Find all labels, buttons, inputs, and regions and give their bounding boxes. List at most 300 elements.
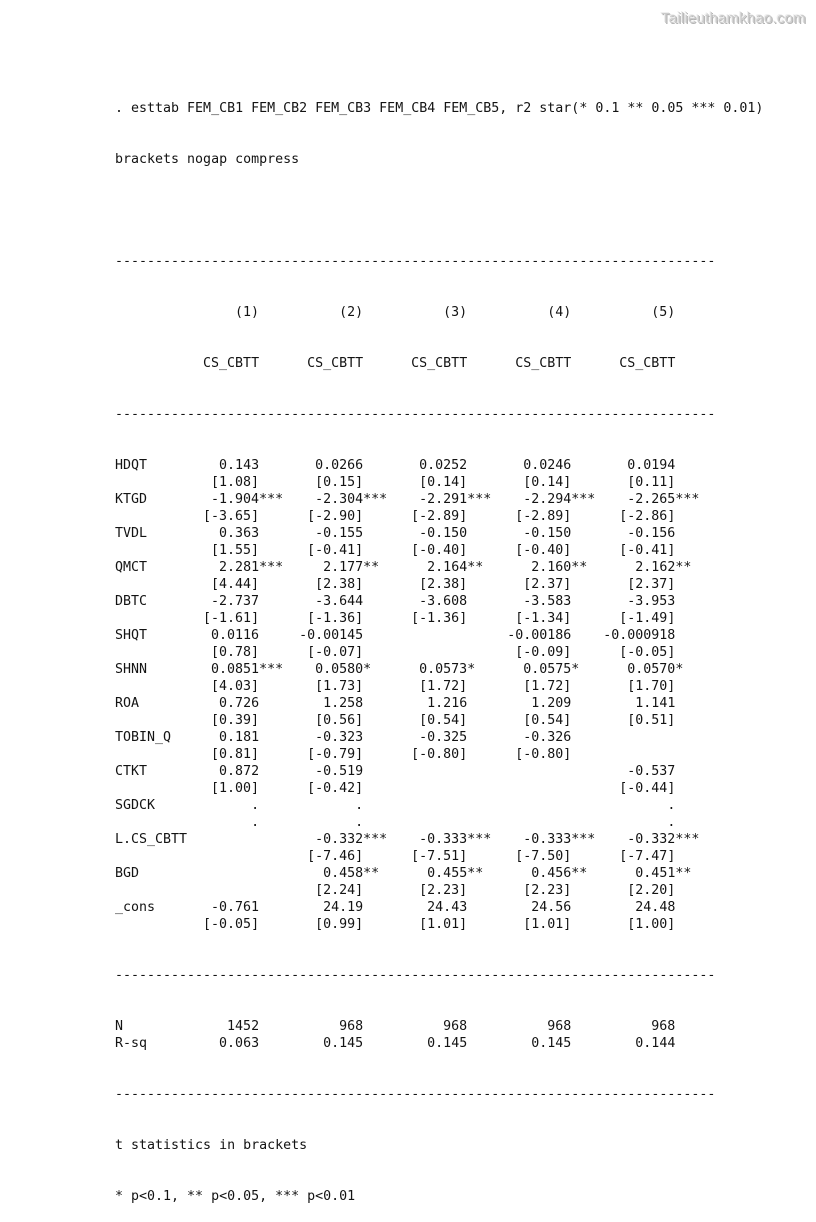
coef-cell xyxy=(491,763,595,780)
coef-cell xyxy=(387,763,491,780)
row-label: KTGD xyxy=(115,492,148,507)
dep-var-cell xyxy=(179,355,283,372)
tstat-cell xyxy=(283,746,387,763)
tstat-cell xyxy=(283,610,387,627)
tstat-cell xyxy=(387,644,491,661)
cell-value: 1452 xyxy=(227,1019,260,1034)
coef-cell xyxy=(387,525,491,542)
cell-value: 0.458 xyxy=(323,866,364,881)
blank-line xyxy=(115,202,763,219)
cell-value: [2.37] xyxy=(627,577,676,592)
row-label: CTKT xyxy=(115,764,148,779)
cell-value: (2) xyxy=(339,305,364,320)
cell-value: [-0.09] xyxy=(515,645,572,660)
cell-value: 2.164 xyxy=(427,560,468,575)
cell-value: (4) xyxy=(547,305,572,320)
coef-cell xyxy=(595,729,699,746)
cell-value: 968 xyxy=(339,1019,364,1034)
cell-value: 0.0246 xyxy=(523,458,572,473)
cell-value: [-3.65] xyxy=(203,509,260,524)
coef-cell xyxy=(595,831,699,848)
cell-value: 0.0573 xyxy=(419,662,468,677)
tstat-cell xyxy=(179,814,283,831)
cell-value: -0.332 xyxy=(627,832,676,847)
coef-cell xyxy=(283,559,387,576)
tstat-cell xyxy=(491,848,595,865)
tstat-cell xyxy=(595,780,699,797)
coefficient-rows xyxy=(115,457,763,933)
cell-value: 2.281 xyxy=(219,560,260,575)
tstat-cell xyxy=(387,780,491,797)
coef-cell xyxy=(283,661,387,678)
stat-cell xyxy=(595,1018,699,1035)
row-label: ROA xyxy=(115,696,140,711)
coef-cell xyxy=(491,457,595,474)
cell-value: 0.143 xyxy=(219,458,260,473)
cell-value: [1.08] xyxy=(211,475,260,490)
tstat-cell xyxy=(387,678,491,695)
cell-value: [2.23] xyxy=(523,883,572,898)
cell-value: [2.38] xyxy=(419,577,468,592)
tstat-cell xyxy=(179,882,283,899)
coef-cell xyxy=(595,763,699,780)
significance-stars: ** xyxy=(675,560,692,575)
command-line-1: . esttab FEM_CB1 FEM_CB2 FEM_CB3 FEM_CB4 FEM_CB5, r2 star(* 0.1 ** 0.05 *** 0.01) xyxy=(115,101,764,116)
coef-cell xyxy=(491,797,595,814)
coef-cell xyxy=(491,729,595,746)
tstat-row xyxy=(115,848,763,865)
cell-value: 0.0580 xyxy=(315,662,364,677)
note-significance: * p<0.1, ** p<0.05, *** p<0.01 xyxy=(115,1189,356,1204)
tstat-cell xyxy=(387,542,491,559)
cell-value: CS_CBTT xyxy=(203,356,260,371)
tstat-cell xyxy=(283,508,387,525)
tstat-cell xyxy=(387,746,491,763)
coef-cell xyxy=(283,457,387,474)
coef-cell xyxy=(595,593,699,610)
cell-value: 0.144 xyxy=(635,1036,676,1051)
cell-value: [4.44] xyxy=(211,577,260,592)
coef-cell xyxy=(179,695,283,712)
cell-value: -3.953 xyxy=(627,594,676,609)
coef-cell xyxy=(491,695,595,712)
coef-cell xyxy=(387,729,491,746)
cell-value: [4.03] xyxy=(211,679,260,694)
coef-row xyxy=(115,627,763,644)
cell-value: [-1.36] xyxy=(411,611,468,626)
coef-row xyxy=(115,729,763,746)
coef-cell xyxy=(179,627,283,644)
cell-value: [-7.47] xyxy=(619,849,676,864)
tstat-row xyxy=(115,780,763,797)
coef-cell xyxy=(595,491,699,508)
watermark-tailieuthamkhao: Tailieuthamkhao.com xyxy=(661,10,806,27)
cell-value: 0.145 xyxy=(323,1036,364,1051)
tstat-cell xyxy=(595,508,699,525)
cell-value: [-0.80] xyxy=(515,747,572,762)
coef-row xyxy=(115,559,763,576)
tstat-cell xyxy=(179,916,283,933)
row-label: DBTC xyxy=(115,594,148,609)
tstat-cell xyxy=(283,644,387,661)
cell-value: 0.145 xyxy=(427,1036,468,1051)
cell-value: -0.761 xyxy=(211,900,260,915)
coef-cell xyxy=(283,899,387,916)
tstat-row xyxy=(115,644,763,661)
cell-value: -0.156 xyxy=(627,526,676,541)
tstat-cell xyxy=(179,746,283,763)
tstat-row xyxy=(115,916,763,933)
cell-value: [0.14] xyxy=(419,475,468,490)
cell-value: [-2.86] xyxy=(619,509,676,524)
coef-cell xyxy=(179,559,283,576)
coef-cell xyxy=(179,525,283,542)
cell-value: [-7.50] xyxy=(515,849,572,864)
model-number-cell xyxy=(491,304,595,321)
coef-cell xyxy=(283,797,387,814)
coef-cell xyxy=(491,831,595,848)
row-label: QMCT xyxy=(115,560,148,575)
cell-value: 0.456 xyxy=(531,866,572,881)
tstat-cell xyxy=(491,576,595,593)
cell-value: 24.43 xyxy=(427,900,468,915)
tstat-cell xyxy=(595,610,699,627)
tstat-cell xyxy=(491,882,595,899)
tstat-cell xyxy=(283,542,387,559)
significance-stars: *** xyxy=(675,492,700,507)
cell-value: [-0.80] xyxy=(411,747,468,762)
significance-stars: *** xyxy=(467,492,492,507)
tstat-cell xyxy=(595,678,699,695)
note-tstat: t statistics in brackets xyxy=(115,1138,308,1153)
tstat-cell xyxy=(179,644,283,661)
tstat-cell xyxy=(595,542,699,559)
cell-value: . xyxy=(667,815,676,830)
tstat-cell xyxy=(179,780,283,797)
coef-cell xyxy=(179,593,283,610)
cell-value: [-2.89] xyxy=(411,509,468,524)
cell-value: [0.15] xyxy=(315,475,364,490)
coef-row xyxy=(115,695,763,712)
coef-row xyxy=(115,763,763,780)
significance-stars: *** xyxy=(571,832,596,847)
tstat-cell xyxy=(179,474,283,491)
cell-value: -0.323 xyxy=(315,730,364,745)
stat-cell xyxy=(491,1035,595,1052)
coef-cell xyxy=(387,899,491,916)
cell-value: [-0.40] xyxy=(515,543,572,558)
cell-value: 24.48 xyxy=(635,900,676,915)
tstat-cell xyxy=(283,712,387,729)
row-label: SHNN xyxy=(115,662,148,677)
row-label: TOBIN_Q xyxy=(115,730,172,745)
tstat-cell xyxy=(179,508,283,525)
significance-stars: ** xyxy=(467,866,484,881)
coef-cell xyxy=(491,559,595,576)
cell-value: (5) xyxy=(651,305,676,320)
coef-row xyxy=(115,525,763,542)
cell-value: . xyxy=(251,798,260,813)
tstat-cell xyxy=(491,542,595,559)
cell-value: [-0.40] xyxy=(411,543,468,558)
coef-cell xyxy=(283,525,387,542)
coef-cell xyxy=(491,661,595,678)
tstat-cell xyxy=(179,610,283,627)
stat-row xyxy=(115,1018,763,1035)
cell-value: 0.0116 xyxy=(211,628,260,643)
row-label: N xyxy=(115,1019,124,1034)
tstat-cell xyxy=(387,848,491,865)
cell-value: [1.73] xyxy=(315,679,364,694)
cell-value: [-0.79] xyxy=(307,747,364,762)
cell-value: -0.155 xyxy=(315,526,364,541)
model-number-cell xyxy=(283,304,387,321)
cell-value: . xyxy=(251,815,260,830)
cell-value: [0.51] xyxy=(627,713,676,728)
coef-cell xyxy=(179,729,283,746)
cell-value: [-0.07] xyxy=(307,645,364,660)
coef-cell xyxy=(387,661,491,678)
cell-value: [0.54] xyxy=(523,713,572,728)
row-label: R-sq xyxy=(115,1036,148,1051)
cell-value: [-0.42] xyxy=(307,781,364,796)
cell-value: [2.37] xyxy=(523,577,572,592)
coef-cell xyxy=(179,899,283,916)
cell-value: 0.0266 xyxy=(315,458,364,473)
cell-value: [0.39] xyxy=(211,713,260,728)
significance-stars: ** xyxy=(467,560,484,575)
cell-value: [1.00] xyxy=(627,917,676,932)
cell-value: [1.72] xyxy=(419,679,468,694)
cell-value: [0.54] xyxy=(419,713,468,728)
cell-value: (1) xyxy=(235,305,260,320)
model-number-cell xyxy=(595,304,699,321)
tstat-cell xyxy=(179,576,283,593)
tstat-cell xyxy=(595,712,699,729)
tstat-row xyxy=(115,746,763,763)
coef-cell xyxy=(179,457,283,474)
tstat-cell xyxy=(283,882,387,899)
row-label: L.CS_CBTT xyxy=(115,832,188,847)
significance-stars: *** xyxy=(571,492,596,507)
coef-cell xyxy=(283,729,387,746)
significance-stars: *** xyxy=(259,662,284,677)
coef-cell xyxy=(283,491,387,508)
tstat-cell xyxy=(283,474,387,491)
coef-row xyxy=(115,593,763,610)
significance-stars: *** xyxy=(467,832,492,847)
cell-value: 968 xyxy=(443,1019,468,1034)
cell-value: -0.326 xyxy=(523,730,572,745)
cell-value: -2.265 xyxy=(627,492,676,507)
coef-cell xyxy=(491,525,595,542)
stat-cell xyxy=(283,1035,387,1052)
cell-value: 1.216 xyxy=(427,696,468,711)
coef-cell xyxy=(595,899,699,916)
cell-value: [1.01] xyxy=(419,917,468,932)
significance-stars: ** xyxy=(571,866,588,881)
cell-value: [1.55] xyxy=(211,543,260,558)
tstat-cell xyxy=(491,916,595,933)
cell-value: [-0.05] xyxy=(203,917,260,932)
cell-value: 2.160 xyxy=(531,560,572,575)
cell-value: -0.150 xyxy=(523,526,572,541)
significance-stars: *** xyxy=(675,832,700,847)
coef-cell xyxy=(179,763,283,780)
coef-cell xyxy=(595,661,699,678)
model-number-cell xyxy=(387,304,491,321)
cell-value: [2.24] xyxy=(315,883,364,898)
cell-value: [-2.89] xyxy=(515,509,572,524)
coef-cell xyxy=(179,865,283,882)
tstat-cell xyxy=(595,474,699,491)
tstat-cell xyxy=(491,508,595,525)
coef-cell xyxy=(387,457,491,474)
tstat-cell xyxy=(595,746,699,763)
stat-cell xyxy=(179,1035,283,1052)
tstat-cell xyxy=(491,474,595,491)
cell-value: 2.177 xyxy=(323,560,364,575)
cell-value: [0.56] xyxy=(315,713,364,728)
summary-stat-rows xyxy=(115,1018,763,1052)
row-label: SGDCK xyxy=(115,798,156,813)
coef-cell xyxy=(595,865,699,882)
cell-value: -3.608 xyxy=(419,594,468,609)
cell-value: 2.162 xyxy=(635,560,676,575)
tstat-cell xyxy=(387,610,491,627)
tstat-row xyxy=(115,814,763,831)
coef-cell xyxy=(491,593,595,610)
coef-cell xyxy=(595,695,699,712)
tstat-cell xyxy=(595,644,699,661)
cell-value: [1.01] xyxy=(523,917,572,932)
stat-cell xyxy=(283,1018,387,1035)
cell-value: -0.332 xyxy=(315,832,364,847)
significance-stars: ** xyxy=(363,866,380,881)
significance-stars: ** xyxy=(675,866,692,881)
cell-value: [0.11] xyxy=(627,475,676,490)
cell-value: 0.0252 xyxy=(419,458,468,473)
significance-stars: * xyxy=(363,662,372,677)
coef-cell xyxy=(179,661,283,678)
coef-row xyxy=(115,899,763,916)
cell-value: -0.519 xyxy=(315,764,364,779)
cell-value: 0.872 xyxy=(219,764,260,779)
cell-value: 0.363 xyxy=(219,526,260,541)
coef-cell xyxy=(179,491,283,508)
coef-cell xyxy=(387,627,491,644)
dep-var-cell xyxy=(283,355,387,372)
significance-stars: *** xyxy=(259,560,284,575)
cell-value: [0.78] xyxy=(211,645,260,660)
cell-value: (3) xyxy=(443,305,468,320)
cell-value: -2.294 xyxy=(523,492,572,507)
tstat-cell xyxy=(491,746,595,763)
tstat-cell xyxy=(283,814,387,831)
tstat-cell xyxy=(387,474,491,491)
coef-cell xyxy=(491,899,595,916)
stat-cell xyxy=(179,1018,283,1035)
cell-value: 0.0570 xyxy=(627,662,676,677)
cell-value: 0.0851 xyxy=(211,662,260,677)
tstat-cell xyxy=(283,780,387,797)
cell-value: CS_CBTT xyxy=(619,356,676,371)
cell-value: [-1.36] xyxy=(307,611,364,626)
tstat-cell xyxy=(283,576,387,593)
tstat-cell xyxy=(387,882,491,899)
tstat-cell xyxy=(283,678,387,695)
cell-value: . xyxy=(667,798,676,813)
separator-header: --------------------------------------------------------------------------- xyxy=(115,407,716,422)
cell-value: 0.0194 xyxy=(627,458,676,473)
cell-value: 24.56 xyxy=(531,900,572,915)
stat-cell xyxy=(387,1035,491,1052)
separator-bottom: --------------------------------------------------------------------------- xyxy=(115,1087,716,1102)
cell-value: -0.00186 xyxy=(507,628,572,643)
coef-cell xyxy=(387,593,491,610)
cell-value: [-0.05] xyxy=(619,645,676,660)
coef-cell xyxy=(283,695,387,712)
dependent-variable-header-row xyxy=(115,355,763,372)
cell-value: 968 xyxy=(547,1019,572,1034)
cell-value: [-2.90] xyxy=(307,509,364,524)
tstat-cell xyxy=(595,916,699,933)
stat-cell xyxy=(387,1018,491,1035)
cell-value: CS_CBTT xyxy=(307,356,364,371)
cell-value: -0.000918 xyxy=(603,628,676,643)
tstat-row xyxy=(115,474,763,491)
stat-row xyxy=(115,1035,763,1052)
cell-value: [-1.61] xyxy=(203,611,260,626)
tstat-cell xyxy=(491,780,595,797)
dep-var-cell xyxy=(491,355,595,372)
tstat-cell xyxy=(595,576,699,593)
coef-cell xyxy=(387,559,491,576)
dep-var-cell xyxy=(595,355,699,372)
significance-stars: *** xyxy=(363,492,388,507)
tstat-row xyxy=(115,882,763,899)
stat-cell xyxy=(595,1035,699,1052)
cell-value: -2.737 xyxy=(211,594,260,609)
coef-cell xyxy=(491,865,595,882)
tstat-cell xyxy=(595,814,699,831)
cell-value: [0.81] xyxy=(211,747,260,762)
cell-value: -0.537 xyxy=(627,764,676,779)
tstat-cell xyxy=(387,916,491,933)
coef-cell xyxy=(387,491,491,508)
coef-cell xyxy=(283,593,387,610)
tstat-row xyxy=(115,712,763,729)
tstat-cell xyxy=(491,644,595,661)
coef-cell xyxy=(283,865,387,882)
cell-value: [-7.46] xyxy=(307,849,364,864)
cell-value: [-0.41] xyxy=(307,543,364,558)
coef-cell xyxy=(491,627,595,644)
tstat-cell xyxy=(491,814,595,831)
cell-value: 0.0575 xyxy=(523,662,572,677)
tstat-row xyxy=(115,678,763,695)
significance-stars: * xyxy=(467,662,476,677)
cell-value: 1.209 xyxy=(531,696,572,711)
coef-cell xyxy=(283,831,387,848)
cell-value: [-0.44] xyxy=(619,781,676,796)
coef-cell xyxy=(283,763,387,780)
row-label: TVDL xyxy=(115,526,148,541)
cell-value: [-1.49] xyxy=(619,611,676,626)
cell-value: -0.333 xyxy=(419,832,468,847)
tstat-cell xyxy=(179,678,283,695)
cell-value: -3.583 xyxy=(523,594,572,609)
